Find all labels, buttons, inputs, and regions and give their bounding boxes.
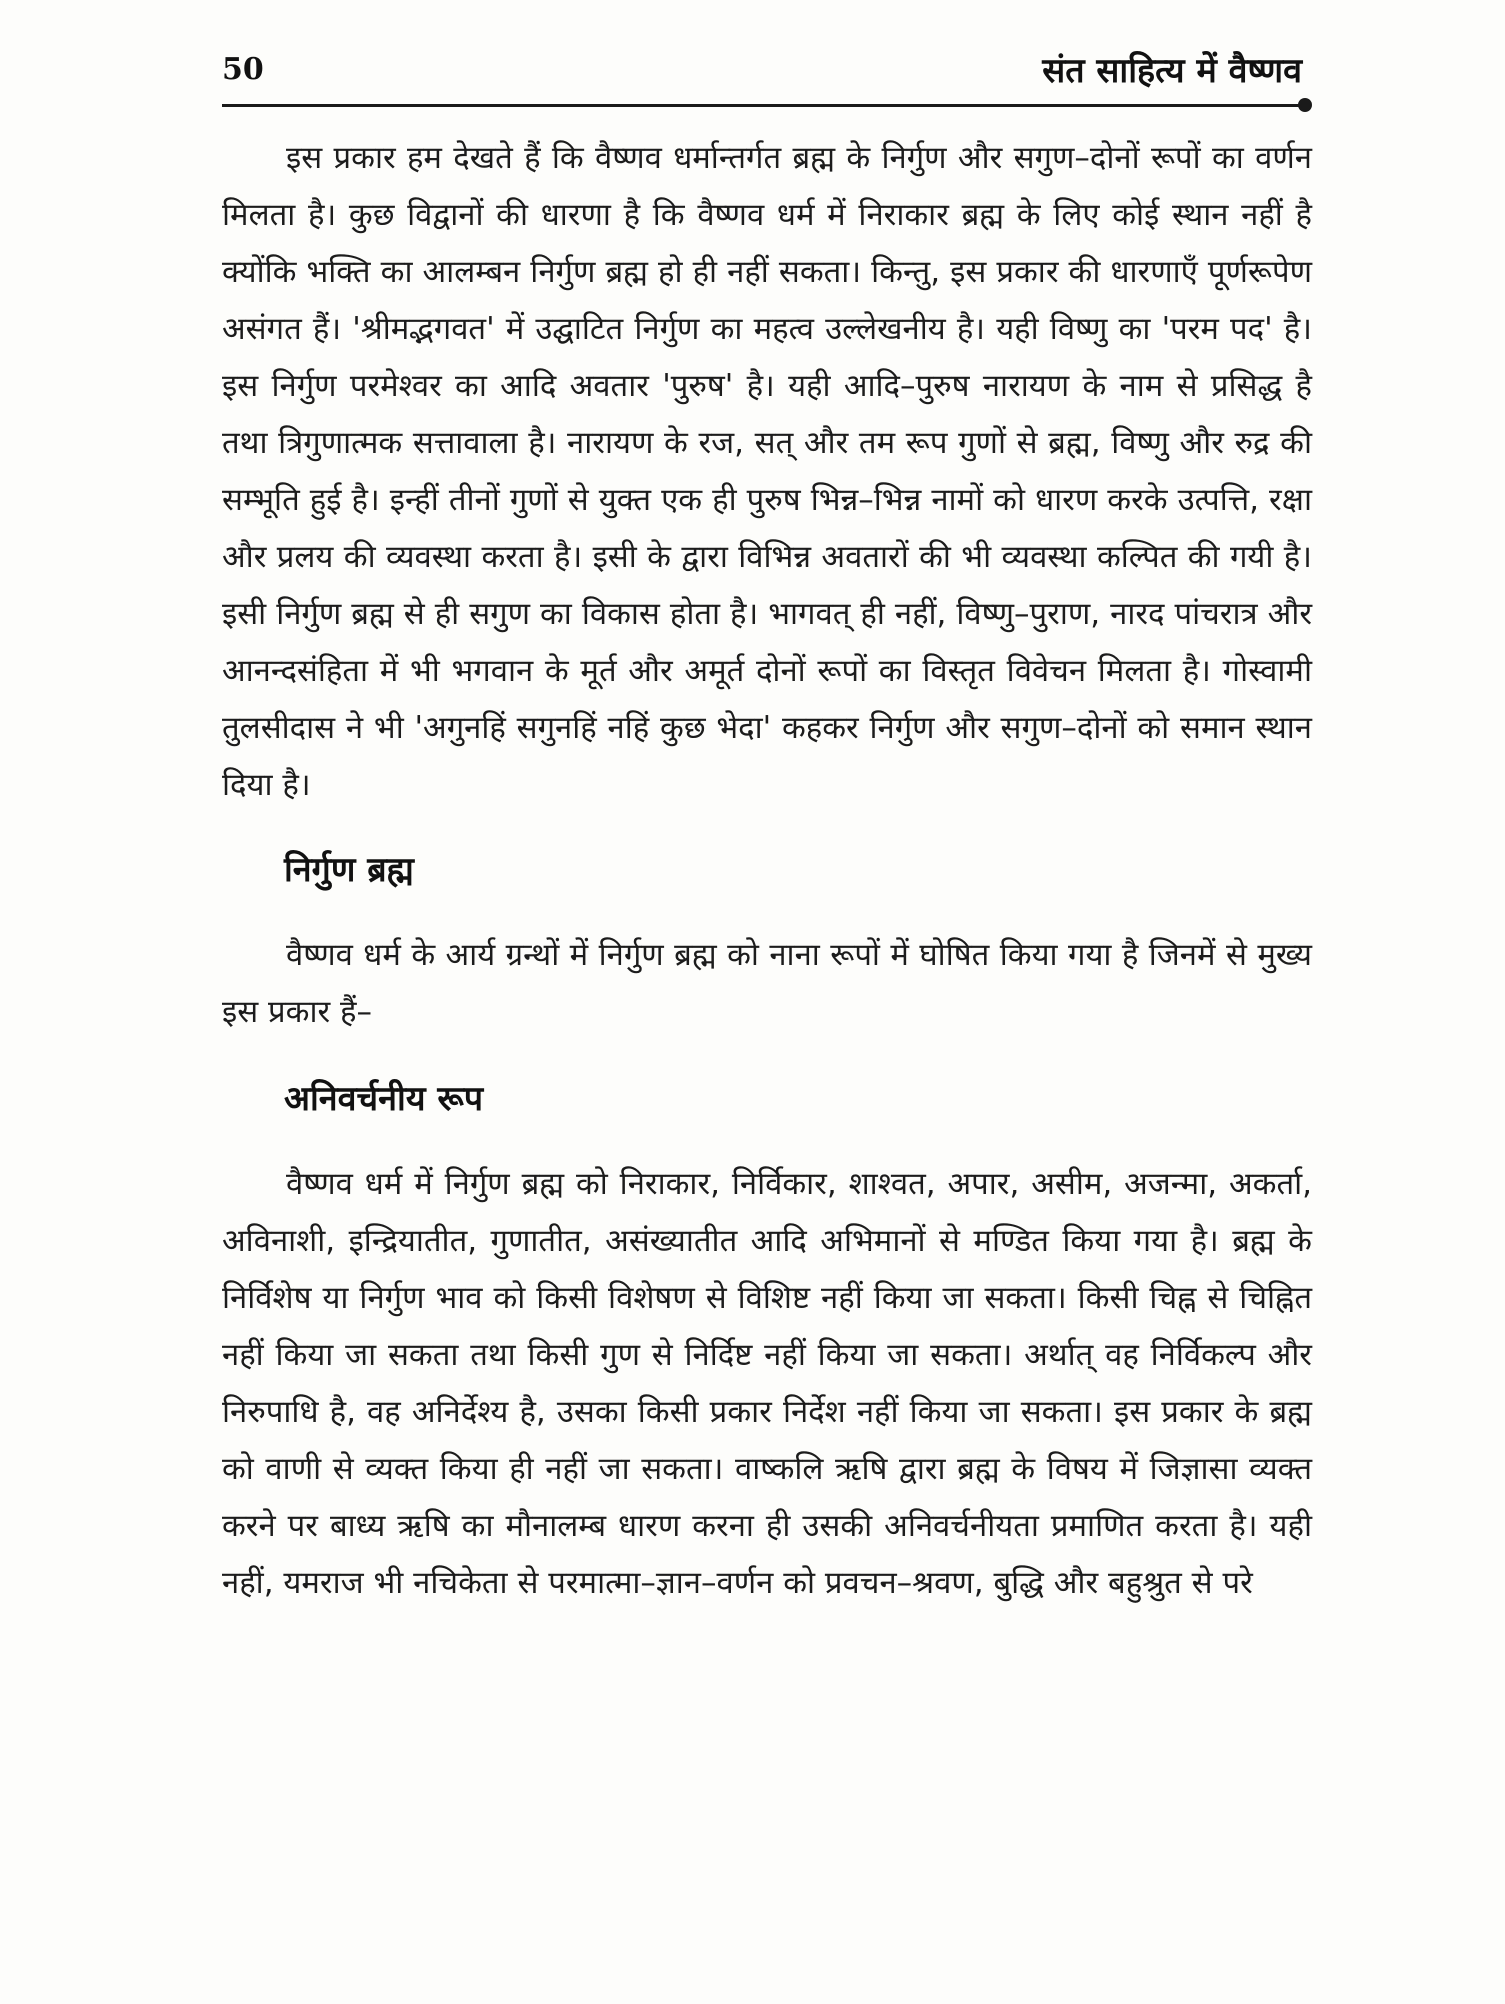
paragraph-anirvachaniya-description: वैष्णव धर्म में निर्गुण ब्रह्म को निराकार, निर्विकार, शाश्वत, अपार, असीम, अजन्मा, अकर्ता, अविनाशी, इन्द्रियातीत, गुणातीत, असंख्यातीत आदि अभिमानों से मण्डित किया गया है। ब्रह्म के निर्विशेष या निर्गुण भाव को किसी विशेषण से विशिष्ट नहीं किया जा सकता। किसी चिह्न से चिह्नित नहीं किया जा सकता तथा किसी गुण से निर्दिष्ट नहीं किया जा सकता। अर्थात् वह निर्विकल्प और निरुपाधि है, वह अनिर्देश्य है, उसका किसी प्रकार निर्देश नहीं किया जा सकता। इस प्रकार के ब्रह्म को वाणी से व्यक्त किया ही नहीं जा सकता। वाष्कलि ऋषि द्वारा ब्रह्म के विषय में जिज्ञासा व्यक्त करने पर बाध्य ऋषि का मौनालम्ब धारण करना ही उसकी अनिवर्चनीयता प्रमाणित करता है। यही नहीं, यमराज भी नचिकेता से परमात्मा–ज्ञान–वर्णन को प्रवचन–श्रवण, बुद्धि और बहुश्रुत से परे <box>222 1166 1312 1601</box>
section-heading-nirguna-brahma: निर्गुण ब्रह्म <box>284 850 414 890</box>
book-title: संत साहित्य में वैष्णव <box>1042 51 1302 91</box>
page-body <box>222 130 1312 1612</box>
paragraph-saguna-nirguna-intro: इस प्रकार हम देखते हैं कि वैष्णव धर्मान्तर्गत ब्रह्म के निर्गुण और सगुण–दोनों रूपों का वर्णन मिलता है। कुछ विद्वानों की धारणा है कि वैष्णव धर्म में निराकार ब्रह्म के लिए कोई स्थान नहीं है क्योंकि भक्ति का आलम्बन निर्गुण ब्रह्म हो ही नहीं सकता। किन्तु, इस प्रकार की धारणाएँ पूर्णरूपेण असंगत हैं। 'श्रीमद्भगवत' में उद्घाटित निर्गुण का महत्व उल्लेखनीय है। यही विष्णु का 'परम पद' है। इस निर्गुण परमेश्वर का आदि अवतार 'पुरुष' है। यही आदि–पुरुष नारायण के नाम से प्रसिद्ध है तथा त्रिगुणात्मक सत्तावाला है। नारायण के रज, सत् और तम रूप गुणों से ब्रह्म, विष्णु और रुद्र की सम्भूति हुई है। इन्हीं तीनों गुणों से युक्त एक ही पुरुष भिन्न–भिन्न नामों को धारण करके उत्पत्ति, रक्षा और प्रलय की व्यवस्था करता है। इसी के द्वारा विभिन्न अवतारों की भी व्यवस्था कल्पित की गयी है। इसी निर्गुण ब्रह्म से ही सगुण का विकास होता है। भागवत् ही नहीं, विष्णु–पुराण, नारद पांचरात्र और आनन्दसंहिता में भी भगवान के मूर्त और अमूर्त दोनों रूपों का विस्तृत विवेचन मिलता है। गोस्वामी तुलसीदास ने भी 'अगुनहिं सगुनहिं नहिं कुछ भेदा' कहकर निर्गुण और सगुण–दोनों को समान स्थान दिया है। <box>222 140 1312 803</box>
header-rule <box>222 104 1302 107</box>
section-heading-anirvachaniya-roop: अनिवर्चनीय रूप <box>284 1079 484 1119</box>
header-rule-dot <box>1298 98 1312 112</box>
paragraph-nirguna-forms: वैष्णव धर्म के आर्य ग्रन्थों में निर्गुण ब्रह्म को नाना रूपों में घोषित किया गया है जिनमें से मुख्य इस प्रकार हैं– <box>222 937 1312 1030</box>
page-number: 50 <box>222 52 264 87</box>
running-header <box>222 46 1312 102</box>
